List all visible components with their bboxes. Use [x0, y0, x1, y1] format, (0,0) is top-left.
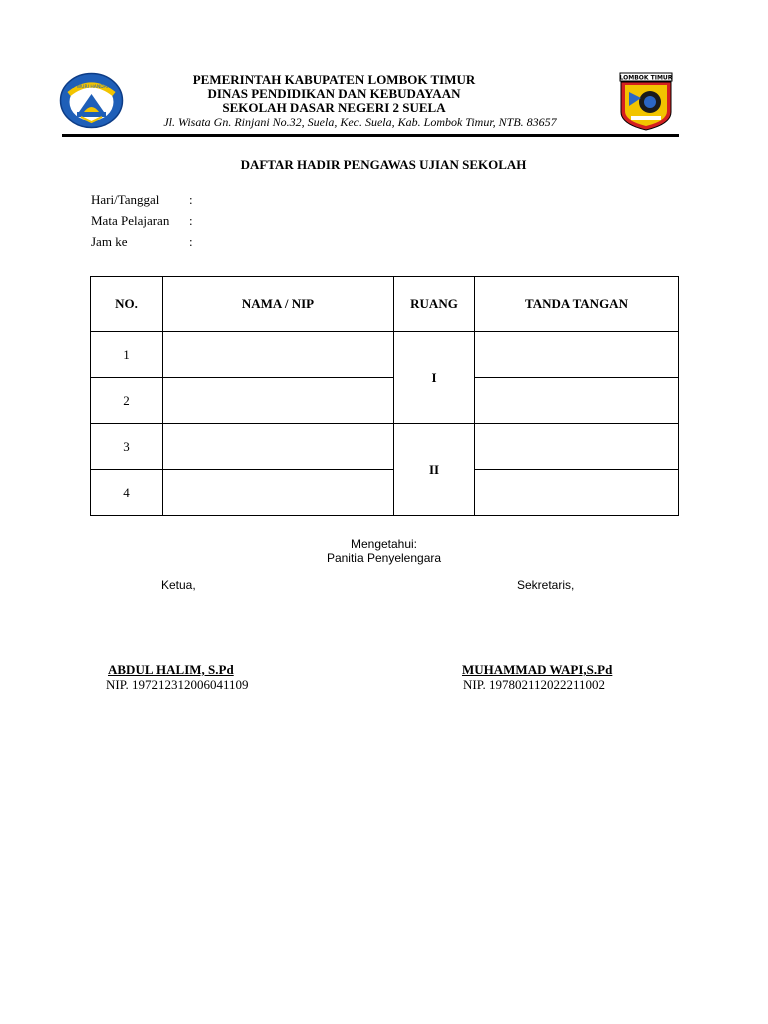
field-label: Mata Pelajaran — [91, 213, 170, 228]
sekretaris-role: Sekretaris, — [517, 578, 575, 592]
nama-nip-cell[interactable] — [163, 332, 394, 378]
kop-pemerintah: PEMERINTAH KABUPATEN LOMBOK TIMUR — [192, 72, 476, 87]
document-title: DAFTAR HADIR PENGAWAS UJIAN SEKOLAH — [240, 157, 527, 172]
mengetahui-label: Mengetahui: — [350, 537, 418, 551]
row-number: 4 — [91, 470, 163, 516]
kop-address: Jl. Wisata Gn. Rinjani No.32, Suela, Kec. Suela, Kab. Lombok Timur, NTB. 83657 — [163, 115, 557, 129]
header-divider — [62, 134, 679, 137]
table-header-row — [91, 277, 679, 332]
field-colon: : — [189, 192, 193, 207]
table-row — [91, 424, 679, 470]
right-logo-text: LOMBOK TIMUR — [619, 74, 673, 82]
ketua-role: Ketua, — [161, 578, 196, 592]
attendance-table — [90, 276, 679, 516]
table-row — [91, 378, 679, 424]
ruang-cell: II — [394, 424, 475, 516]
kop-sekolah: SEKOLAH DASAR NEGERI 2 SUELA — [222, 100, 446, 115]
row-number: 1 — [91, 332, 163, 378]
header-tanda-tangan: TANDA TANGAN — [475, 277, 679, 332]
left-logo-text: TUT WURI HANDAYANI — [66, 85, 117, 90]
field-hari-tanggal — [91, 192, 291, 208]
header-no: NO. — [91, 277, 163, 332]
table-row — [91, 332, 679, 378]
signature-cell[interactable] — [475, 332, 679, 378]
nama-nip-cell[interactable] — [163, 378, 394, 424]
sekretaris-name: MUHAMMAD WAPI,S.Pd — [462, 662, 613, 677]
signature-cell[interactable] — [475, 378, 679, 424]
signature-cell[interactable] — [475, 424, 679, 470]
header-nama-nip: NAMA / NIP — [163, 277, 394, 332]
row-number: 3 — [91, 424, 163, 470]
panitia-label: Panitia Penyelengara — [326, 551, 442, 565]
field-jam-ke — [91, 234, 291, 250]
field-label: Hari/Tanggal — [91, 192, 160, 207]
header-ruang: RUANG — [394, 277, 475, 332]
field-colon: : — [189, 213, 193, 228]
signature-cell[interactable] — [475, 470, 679, 516]
field-mata-pelajaran — [91, 213, 291, 229]
ketua-nip: NIP. 197212312006041109 — [106, 677, 249, 692]
row-number: 2 — [91, 378, 163, 424]
nama-nip-cell[interactable] — [163, 470, 394, 516]
ketua-name: ABDUL HALIM, S.Pd — [108, 662, 234, 677]
nama-nip-cell[interactable] — [163, 424, 394, 470]
ruang-cell: I — [394, 332, 475, 424]
field-colon: : — [189, 234, 193, 249]
field-label: Jam ke — [91, 234, 128, 249]
sekretaris-nip: NIP. 197802112022211002 — [463, 677, 606, 692]
table-row — [91, 470, 679, 516]
kop-dinas: DINAS PENDIDIKAN DAN KEBUDAYAAN — [207, 86, 461, 101]
